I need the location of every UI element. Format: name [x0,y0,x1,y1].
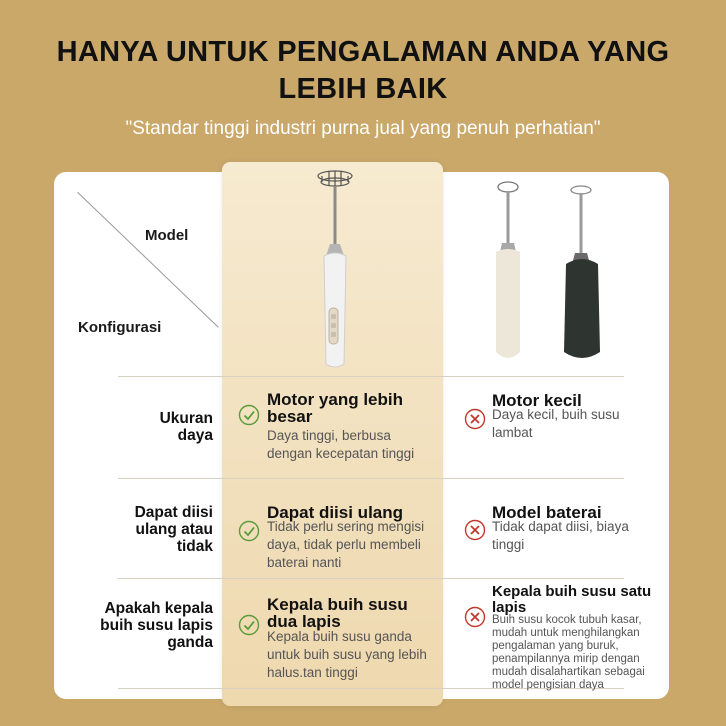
header-model: Model [145,227,189,244]
header-config: Konfigurasi [78,319,162,336]
theirs-title-rechargeable: Model baterai [492,503,602,522]
ours-title-double-head: Kepala buih susu dua lapis [267,595,408,631]
title-line-2: LEBIH BAIK [278,73,448,105]
theirs-desc-power: Daya kecil, buih susu lambat [492,407,620,440]
title-line-1: HANYA UNTUK PENGALAMAN ANDA YANG [56,36,670,68]
row-divider [118,478,624,479]
product-cream-frother [486,180,530,364]
ours-desc-double-head: Kepala buih susu ganda untuk buih susu yang lebih halus.tan tinggi [267,629,427,680]
cross-icon [464,408,486,430]
cross-icon [464,519,486,541]
theirs-desc-rechargeable: Tidak dapat diisi, biaya tinggi [492,519,629,552]
row-label-rechargeable: Dapat diisi ulang atau tidak [134,504,213,555]
row-label-power: Ukuran daya [159,410,213,444]
check-icon [238,404,260,426]
subtitle: "Standar tinggi industri purna jual yang penuh perhatian" [125,118,601,139]
product-white-frother [300,168,370,368]
ours-desc-power: Daya tinggi, berbusa dengan kecepatan tinggi [267,428,415,461]
cross-icon [464,606,486,628]
row-divider [118,376,624,377]
row-label-double-head: Apakah kepala buih susu lapis ganda [100,600,213,651]
theirs-desc-double-head: Buih susu kocok tubuh kasar, mudah untuk menghilangkan pengalaman yang buruk, penampilannya mirip dengan mudah disalahartikan sebagai model pengisian daya [492,614,645,691]
theirs-title-double-head: Kepala buih susu satu lapis [492,583,652,616]
row-divider [118,578,624,579]
page-title [0,34,726,108]
check-icon [238,614,260,636]
product-black-frother [556,184,608,362]
theirs-title-power: Motor kecil [492,391,582,410]
check-icon [238,520,260,542]
ours-title-power: Motor yang lebih besar [267,390,403,426]
ours-desc-rechargeable: Tidak perlu sering mengisi daya, tidak perlu membeli baterai nanti [267,519,425,570]
ours-title-rechargeable: Dapat diisi ulang [267,503,404,522]
